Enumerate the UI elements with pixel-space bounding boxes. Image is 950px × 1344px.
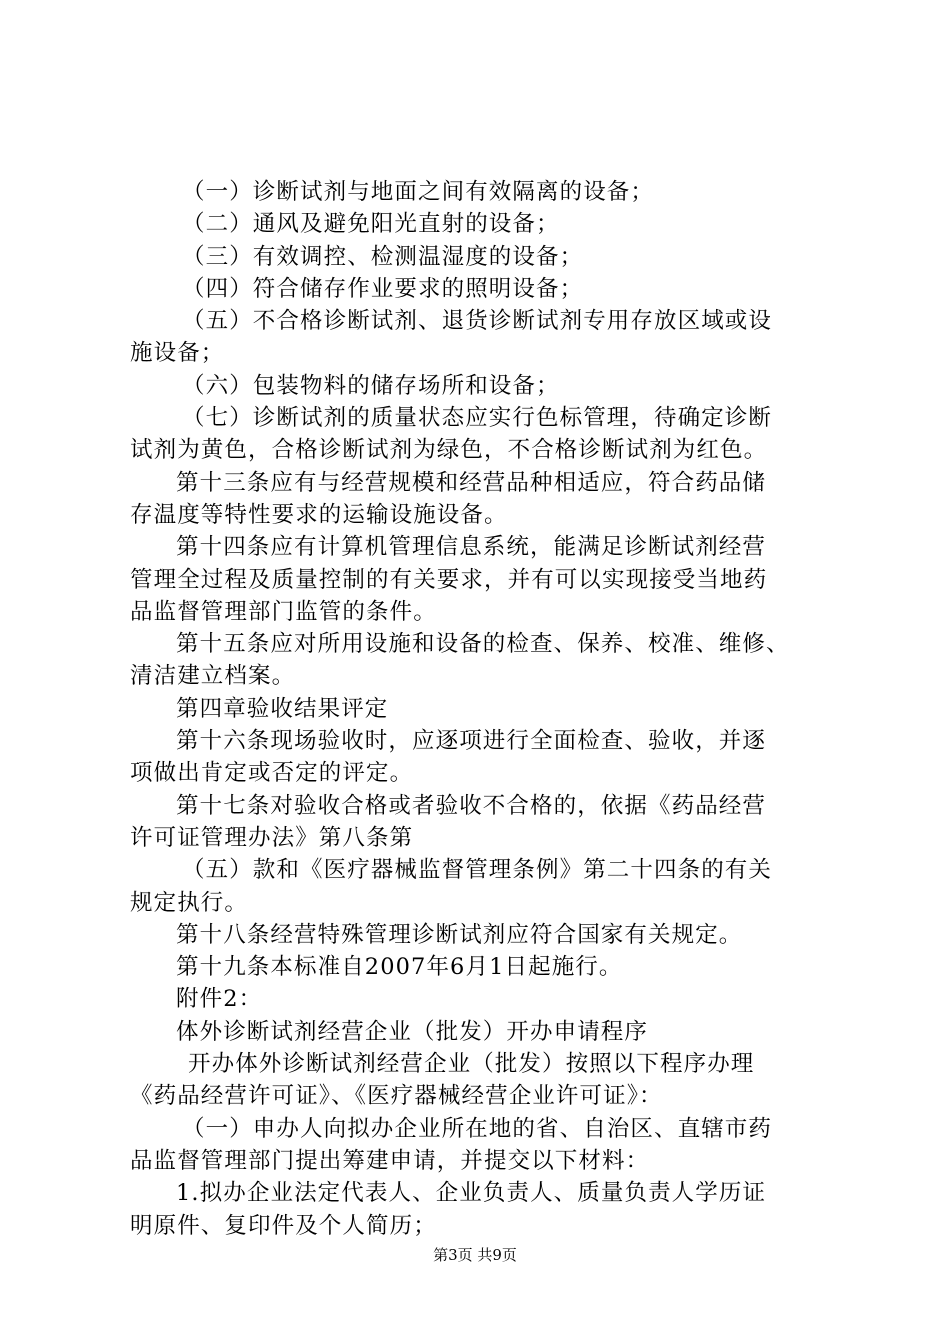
text-line: 第十八条经营特殊管理诊断试剂应符合国家有关规定。 (176, 921, 743, 948)
text-line: 项做出肯定或否定的评定。 (130, 760, 414, 787)
text-line: 许可证管理办法》第八条第 (130, 824, 414, 851)
document-body (130, 176, 832, 1242)
text-line: 品监督管理部门监管的条件。 (130, 598, 437, 625)
text-line: 第十九条本标准自2007年6月1日起施行。 (176, 954, 623, 981)
text-line: 1.拟办企业法定代表人、企业负责人、质量负责人学历证 (176, 1180, 767, 1207)
text-line: （五）款和《医疗器械监督管理条例》第二十四条的有关 (182, 857, 773, 884)
text-line: 存温度等特性要求的运输设施设备。 (130, 501, 508, 528)
text-line: 清洁建立档案。 (130, 663, 296, 690)
text-line: （六）包装物料的储存场所和设备； (182, 372, 560, 399)
text-line: （一）诊断试剂与地面之间有效隔离的设备； (182, 179, 655, 205)
text-line: （一）申办人向拟办企业所在地的省、自治区、直辖市药 (182, 1115, 773, 1142)
text-line: （四）符合储存作业要求的照明设备； (182, 275, 584, 302)
section-heading: 第四章验收结果评定 (176, 695, 389, 722)
text-line: 规定执行。 (130, 889, 249, 916)
text-line: （七）诊断试剂的质量状态应实行色标管理，待确定诊断 (182, 405, 773, 432)
text-line: 明原件、复印件及个人简历； (130, 1212, 437, 1239)
text-line: 第十五条应对所用设施和设备的检查、保养、校准、维修、 (176, 631, 790, 658)
text-line: 第十六条现场验收时，应逐项进行全面检查、验收，并逐 (176, 728, 767, 755)
text-line: 试剂为黄色，合格诊断试剂为绿色，不合格诊断试剂为红色。 (130, 437, 768, 464)
page-number-footer: 第3页 共9页 (433, 1246, 517, 1264)
text-line: 第十三条应有与经营规模和经营品种相适应，符合药品储 (176, 469, 767, 496)
text-line: 施设备； (130, 340, 225, 367)
text-line: （五）不合格诊断试剂、退货诊断试剂专用存放区域或设 (182, 308, 773, 335)
appendix-title: 体外诊断试剂经营企业（批发）开办申请程序 (176, 1018, 649, 1045)
text-line: 管理全过程及质量控制的有关要求，并有可以实现接受当地药 (130, 566, 768, 593)
text-line: 开办体外诊断试剂经营企业（批发）按照以下程序办理 (188, 1051, 755, 1078)
text-line: 《药品经营许可证》、《医疗器械经营企业许可证》： (130, 1083, 663, 1110)
text-line: 第十七条对验收合格或者验收不合格的，依据《药品经营 (176, 792, 767, 819)
text-line: 品监督管理部门提出筹建申请，并提交以下材料： (130, 1147, 650, 1174)
text-line: （二）通风及避免阳光直射的设备； (182, 211, 560, 238)
text-line: （三）有效调控、检测温湿度的设备； (182, 243, 584, 270)
appendix-label: 附件2： (176, 986, 263, 1013)
text-line: 第十四条应有计算机管理信息系统，能满足诊断试剂经营 (176, 534, 767, 561)
